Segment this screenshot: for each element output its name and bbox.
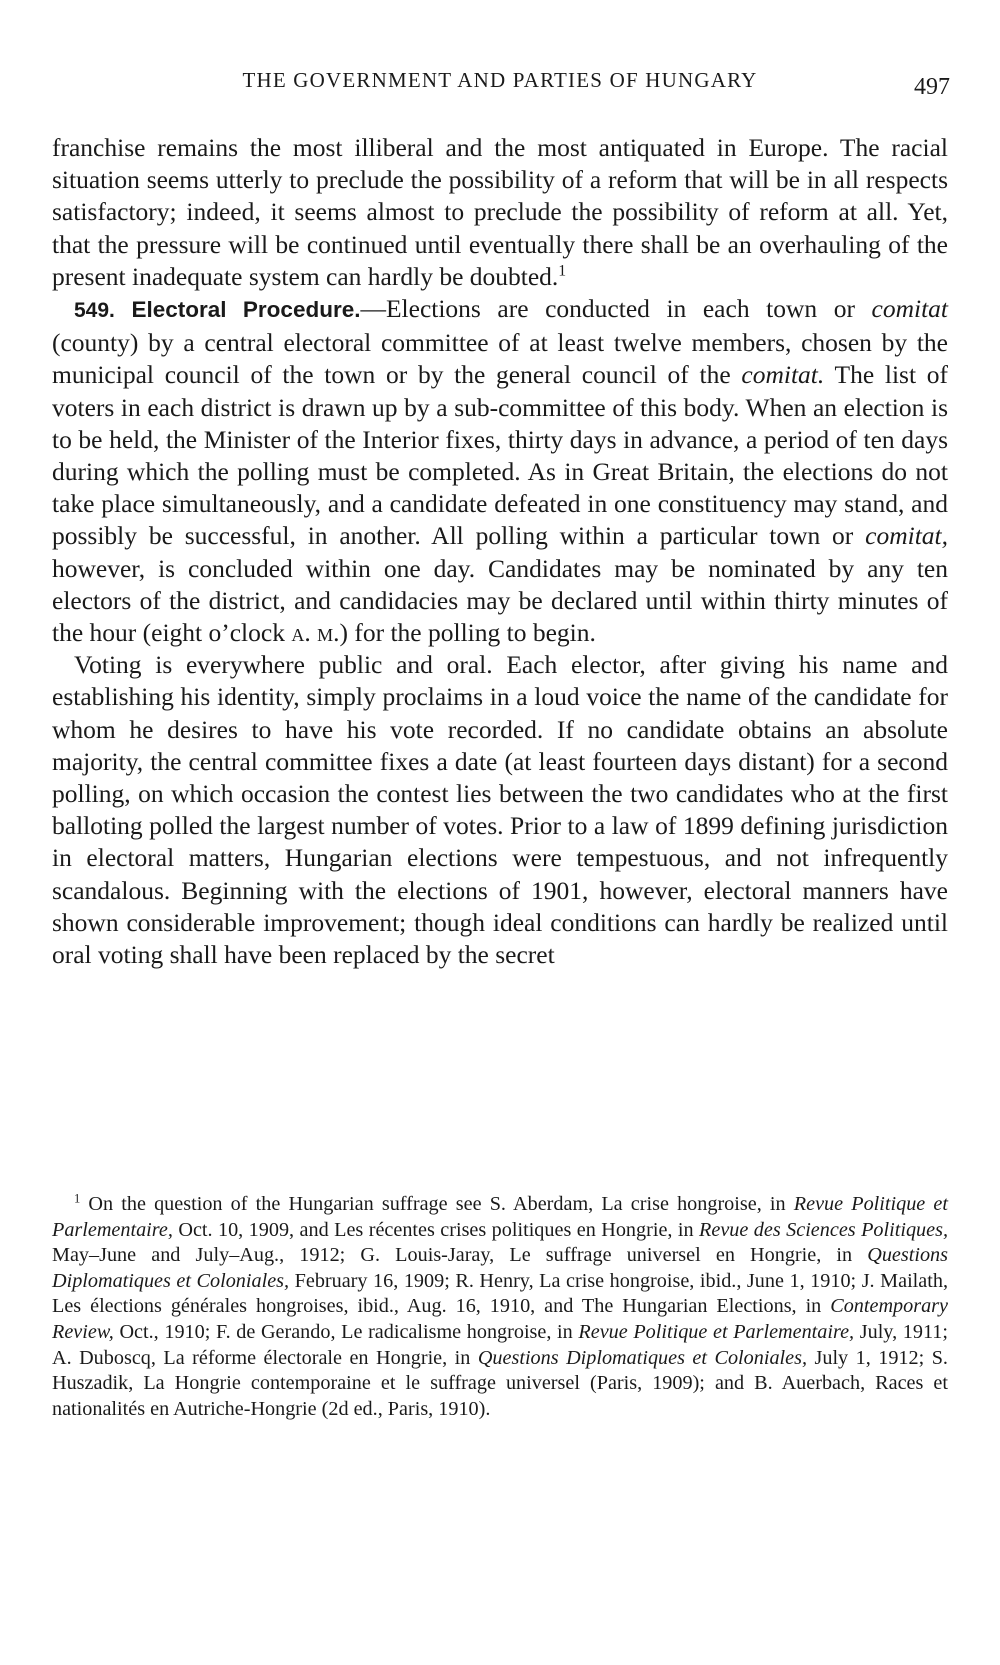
italic-term: comitat — [871, 294, 948, 324]
small-caps-time: a. m. — [291, 618, 340, 648]
footnote-text: Oct., 1910; F. de Gerando, Le radicalisme hongroise, in — [113, 1320, 579, 1343]
paragraph-voting: Voting is everywhere public and oral. Each elector, after giving his name and establishing his identity, simply proclaims in a loud voice the name of the candidate for whom he desires to have his vote recorded. If no candidate obtains an absolute majority, the central committee fixes a date (at least fourteen days distant) for a second polling, on which occasion the contest lies between the two candidates who at the first balloting polled the largest number of votes. Prior to a law of 1899 defining jurisdiction in electoral matters, Hungarian elections were tempestuous, and not infrequently scandalous. Beginning with the elections of 1901, however, electoral manners have shown considerable improvement; though ideal conditions can hardly be realized until oral voting shall have been replaced by the secret — [52, 650, 948, 970]
running-head: THE GOVERNMENT AND PARTIES OF HUNGARY — [242, 68, 758, 92]
footnote-text: February 16, 1909; R. Henry, La crise hongroise, ibid., June 1, 1910; J. Mailath, Les élections générales hongroises, ibid., Aug. 16, 1910, and The Hungarian Elections, in — [52, 1269, 948, 1318]
section-heading: Electoral Procedure. — [131, 297, 361, 323]
text-run: The list of voters in each district is drawn up by a sub-committee of this body. When an election is to be held, the Minister of the Interior fixes, thirty days in advance, a period of ten days during which the polling must be completed. As in Great Britain, the elections do not take place simultaneously, and a candidate defeated in one constituency may stand, and possibly be successful, in another. All polling within a particular town or — [52, 360, 948, 551]
section-number: 549. — [74, 299, 115, 323]
paragraph-franchise — [52, 132, 948, 293]
text-run: —Elections are conducted in each town or — [360, 294, 872, 324]
main-text — [52, 132, 948, 971]
journal-title: Revue Politique et Parlementaire, — [52, 1193, 948, 1241]
footnote-text: July, 1911; A. Duboscq, La réforme électorale en Hongrie, in — [52, 1320, 949, 1369]
journal-title: Questions Diplomatiques et Coloniales, — [52, 1244, 948, 1292]
footnote-reference: 1 — [558, 262, 567, 280]
footnote — [52, 1192, 948, 1422]
footnote-text: May–June and July–Aug., 1912; G. Louis-Jaray, Le suffrage universel en Hongrie, in — [52, 1244, 868, 1267]
footnote-marker: 1 — [74, 1191, 81, 1206]
page-number: 497 — [914, 74, 950, 100]
text-run: (county) by a central electoral committee of at least twelve members, chosen by the municipal council of the town or by the general council of the — [52, 328, 948, 390]
footnote-text: July 1, 1912; S. Huszadik, La Hongrie contemporaine et le suffrage universel (Paris, 1909); and B. Auerbach, Races et nationalités en Autriche-Hongrie (2d ed., Paris, 1910). — [52, 1346, 948, 1420]
text-run: ) for the polling to begin. — [339, 618, 596, 648]
footnote-block — [52, 1192, 948, 1422]
footnote-text: Oct. 10, 1909, and Les récentes crises politiques en Hongrie, in — [172, 1218, 700, 1241]
journal-title: Questions Diplomatiques et Coloniales, — [477, 1346, 808, 1369]
paragraph-electoral-procedure — [52, 293, 948, 649]
italic-term: comitat, — [865, 521, 948, 551]
journal-title: Revue Politique et Parlementaire, — [578, 1320, 855, 1343]
paragraph-text: franchise remains the most illiberal and the most antiquated in Europe. The racial situation seems utterly to preclude the possibility of a reform that will be in all respects satisfactory; indeed, it seems almost to preclude the possibility of reform at all. Yet, that the pressure will be continued until eventually there shall be an overhauling of the present inadequate system can hardly be doubted. — [52, 133, 948, 291]
journal-title: Revue des Sciences Politiques, — [699, 1218, 948, 1241]
footnote-text: On the question of the Hungarian suffrage see S. Aberdam, La crise hongroise, in — [80, 1193, 794, 1215]
text-run: however, is concluded within one day. Candidates may be nominated by any ten electors of the district, and candidacies may be declared until within thirty minutes of the hour (eight o’clock — [52, 553, 948, 648]
italic-term: comitat. — [741, 360, 825, 390]
journal-title: Contemporary Review, — [52, 1295, 948, 1343]
